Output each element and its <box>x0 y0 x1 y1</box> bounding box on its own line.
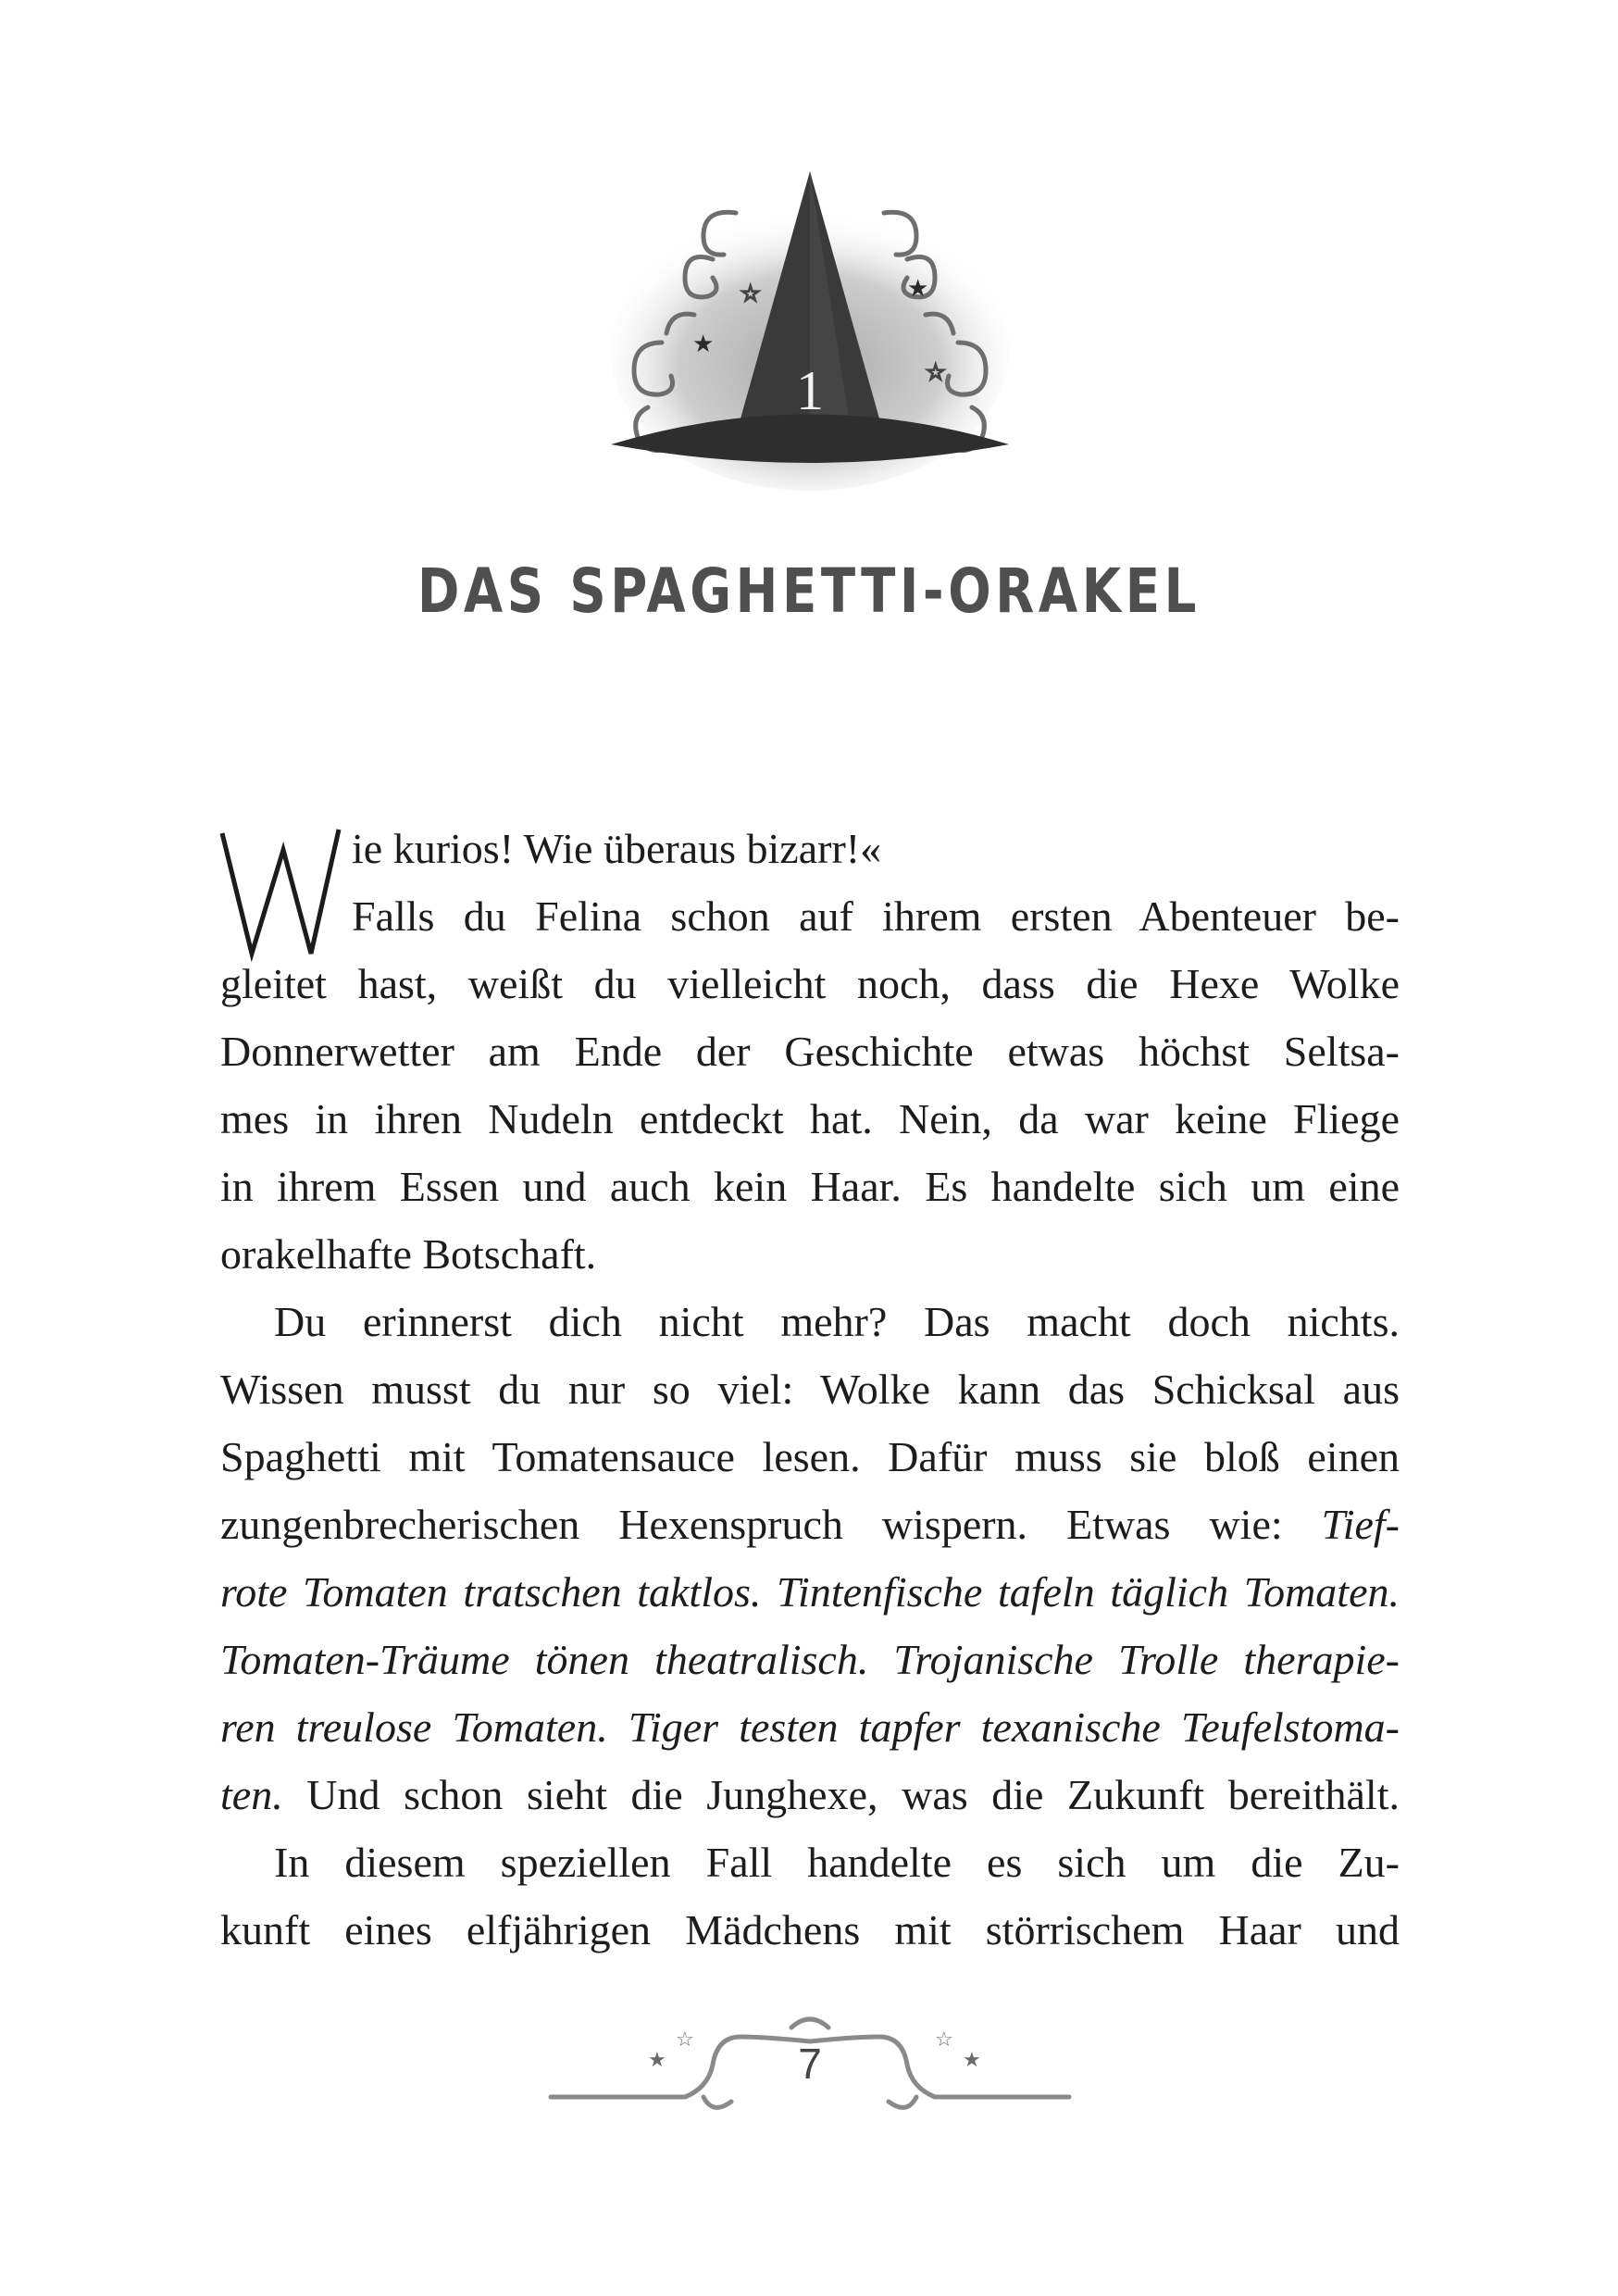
svg-text:★: ★ <box>963 2049 981 2072</box>
svg-text:★: ★ <box>907 275 929 303</box>
text-line: Du erinnerst dich nicht mehr? Das macht doch nichts. <box>274 1298 1400 1345</box>
text-line: zungenbrecherischen Hexenspruch wispern. Etwas wie: Tief- <box>220 1501 1400 1548</box>
chapter-number: 1 <box>796 360 824 421</box>
text-line: orakelhafte Botschaft. <box>220 1230 597 1278</box>
svg-text:☆: ☆ <box>926 359 946 385</box>
text-line: ie kurios! Wie überaus bizarr!« <box>352 825 882 872</box>
text-line: Wissen musst du nur so viel: Wolke kann das Schicksal aus <box>220 1366 1400 1413</box>
text-line: kunft eines elfjährigen Mädchens mit störrischem Haar und <box>220 1906 1400 1953</box>
text-line: mes in ihren Nudeln entdeckt hat. Nein, da war keine Fliege <box>220 1095 1400 1142</box>
witch-hat-icon <box>574 157 1046 509</box>
chapter-title: DAS SPAGHETTI-ORAKEL <box>417 555 1201 627</box>
text-line: Spaghetti mit Tomatensauce lesen. Dafür muss sie bloß einen <box>220 1433 1400 1480</box>
text-line: ren treulose Tomaten. Tiger testen tapfer texanische Teufelstoma- <box>220 1703 1400 1751</box>
text-line: ten. Und schon sieht die Junghexe, was die Zukunft bereithält. <box>220 1771 1400 1818</box>
text-line: Tomaten-Träume tönen theatralisch. Trojanische Trolle therapie- <box>220 1636 1400 1683</box>
svg-text:★: ★ <box>692 331 715 358</box>
svg-text:★: ★ <box>648 2049 666 2072</box>
chapter-header-illustration <box>574 157 1046 509</box>
text-line: Falls du Felina schon auf ihrem ersten Abenteuer be- <box>352 892 1400 940</box>
drop-cap-letter: W <box>215 824 216 825</box>
text-line: rote Tomaten tratschen taktlos. Tintenfische tafeln täglich Tomaten. <box>220 1568 1400 1616</box>
svg-text:☆: ☆ <box>935 2028 953 2052</box>
body-text <box>220 815 1400 1964</box>
text-line: in ihrem Essen und auch kein Haar. Es handelte sich um eine <box>220 1163 1400 1210</box>
svg-text:☆: ☆ <box>676 2028 694 2052</box>
text-line: In diesem speziellen Fall handelte es sich um die Zu- <box>274 1839 1400 1886</box>
text-line: gleitet hast, weißt du vielleicht noch, dass die Hexe Wolke <box>220 960 1400 1007</box>
page-number: 7 <box>798 2040 822 2088</box>
svg-text:☆: ☆ <box>741 281 761 306</box>
text-line: Donnerwetter am Ende der Geschichte etwas höchst Seltsa- <box>220 1028 1400 1075</box>
